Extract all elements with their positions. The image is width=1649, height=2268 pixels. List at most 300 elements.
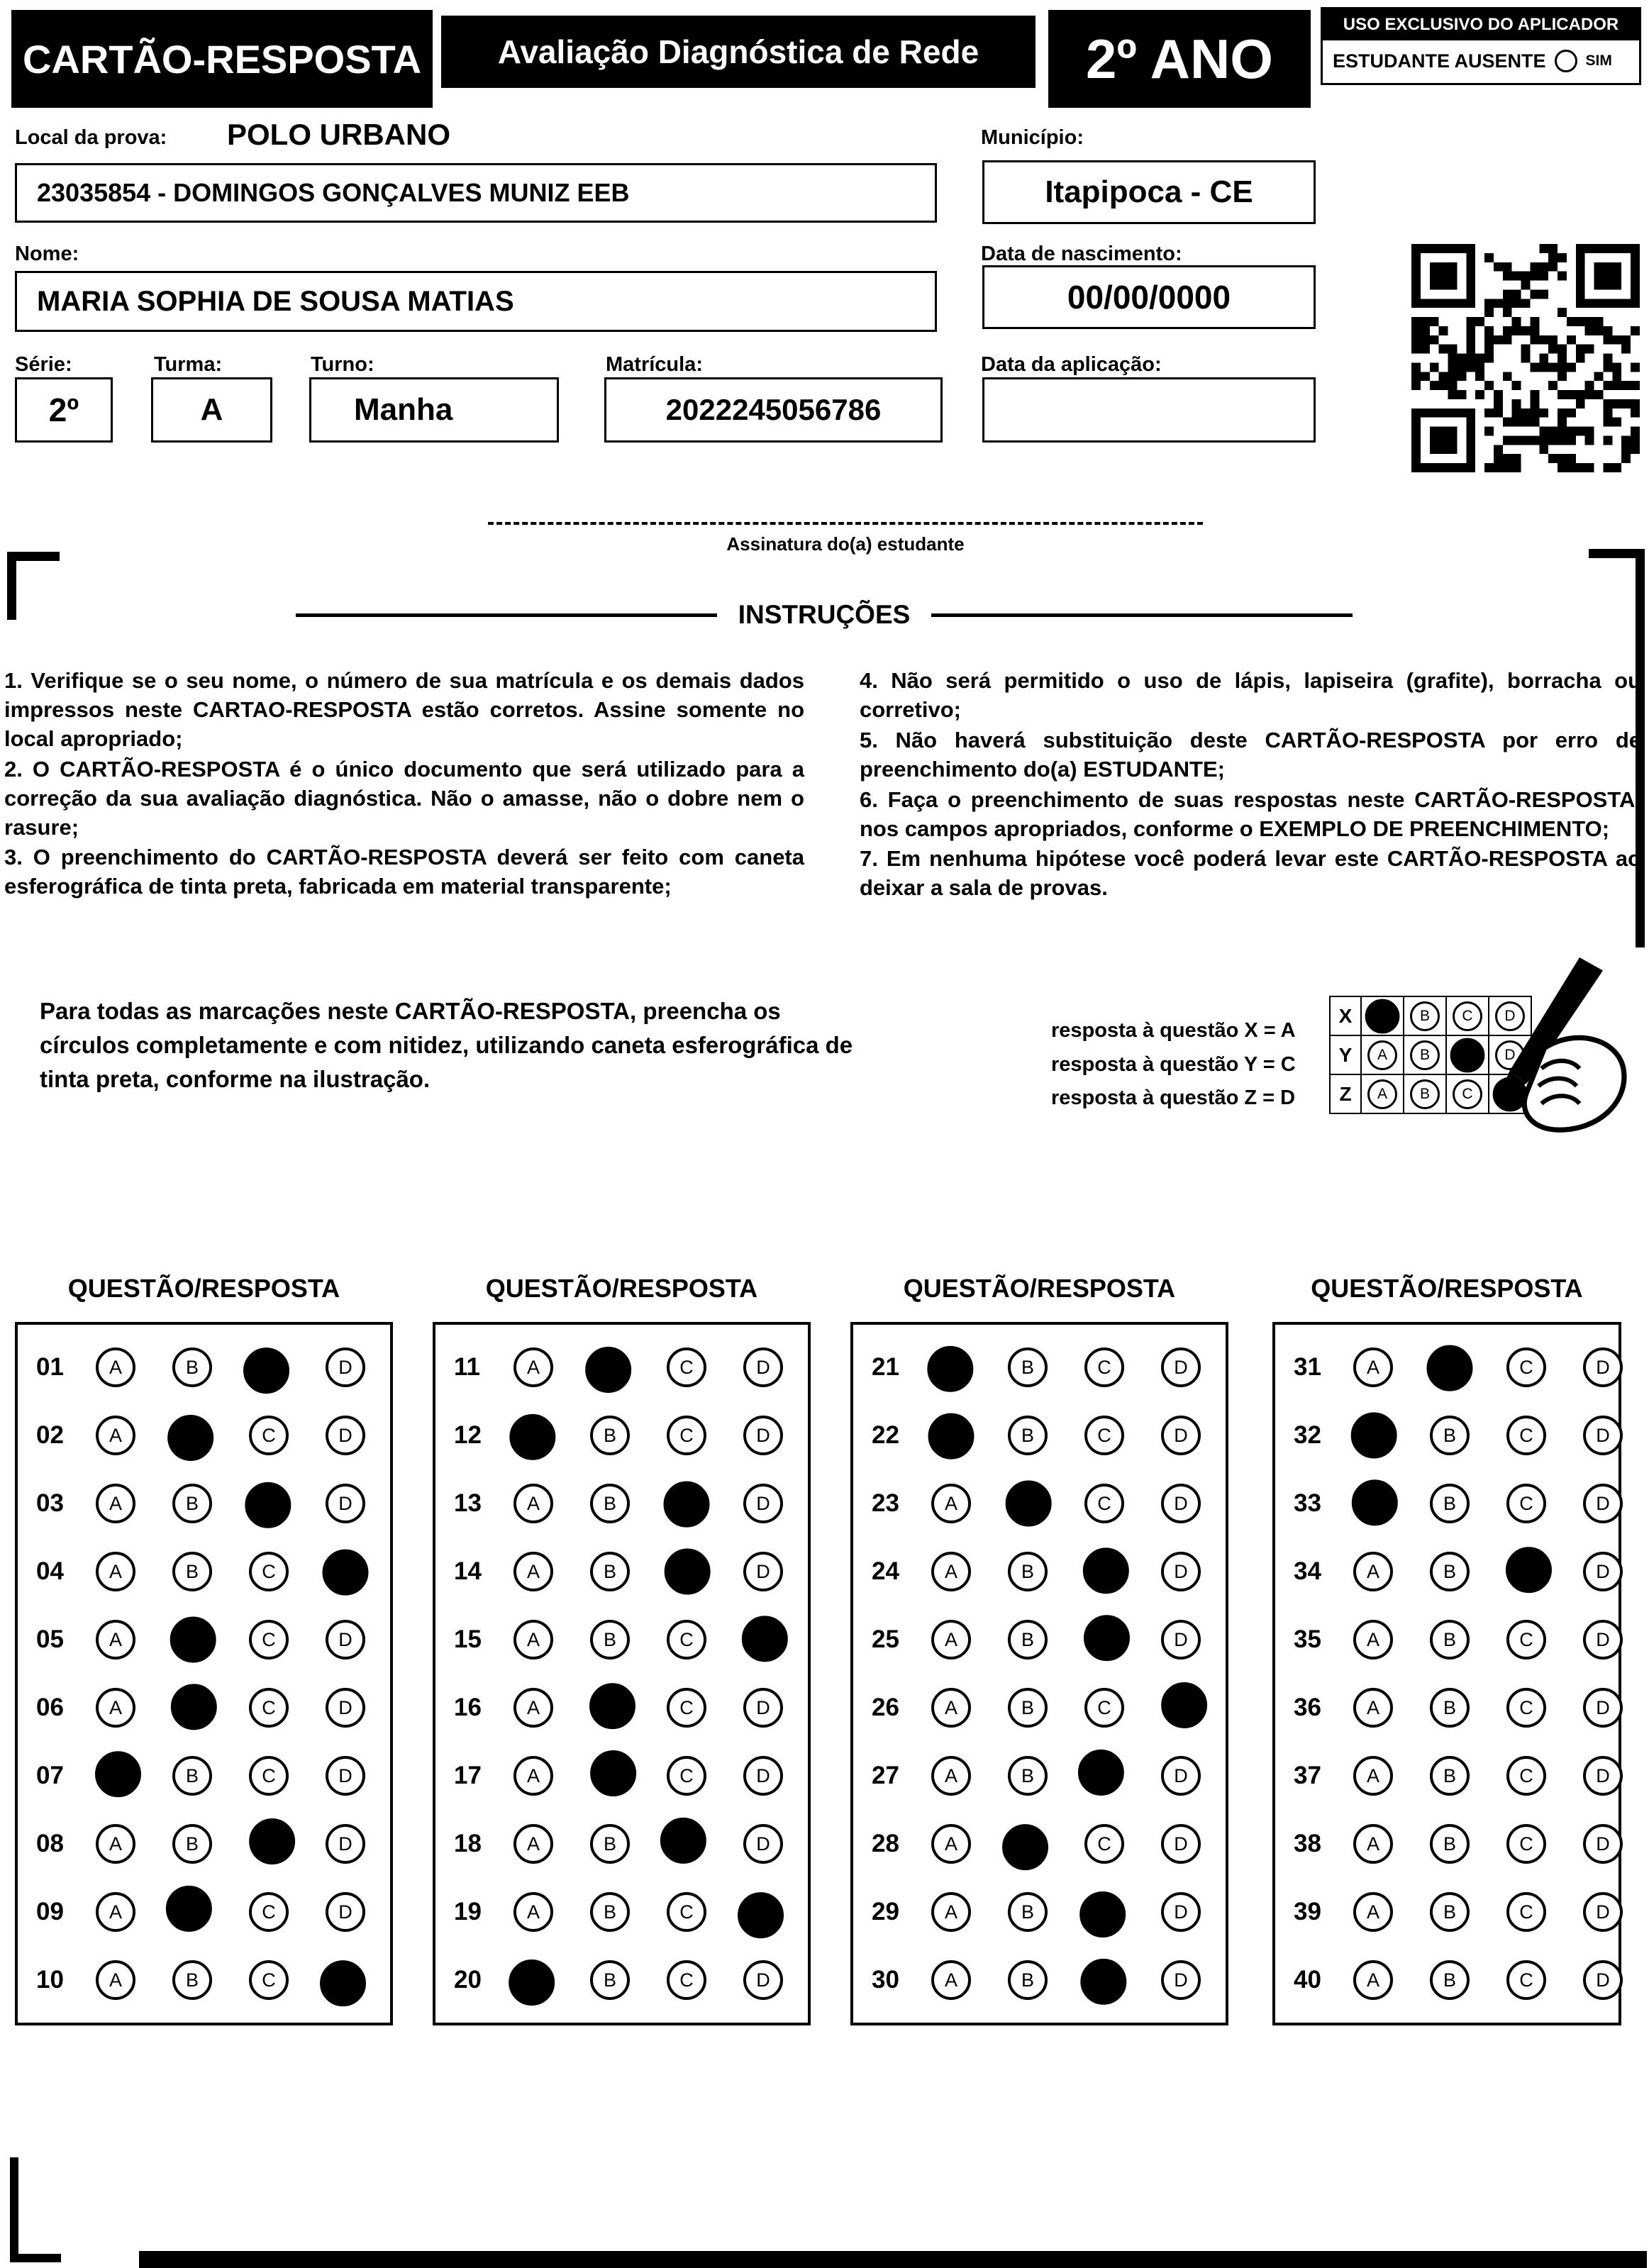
bubble-q02-A[interactable]: A bbox=[96, 1416, 135, 1455]
absent-label: ESTUDANTE AUSENTE bbox=[1333, 50, 1546, 72]
example-row-label: Y bbox=[1329, 1035, 1362, 1075]
bubble-q34-C[interactable] bbox=[1506, 1547, 1552, 1593]
bubble-q38-A[interactable]: A bbox=[1353, 1824, 1393, 1864]
bubble-q08-A[interactable]: A bbox=[96, 1824, 135, 1864]
bubble-q13-B[interactable]: B bbox=[590, 1484, 630, 1523]
bubble-q03-C[interactable] bbox=[245, 1482, 291, 1528]
bubble-q02-D[interactable]: D bbox=[326, 1416, 365, 1455]
bubble-q26-C[interactable]: C bbox=[1084, 1688, 1124, 1728]
nome-field[interactable] bbox=[15, 271, 937, 332]
bubble-q11-D[interactable]: D bbox=[743, 1347, 783, 1387]
bubble-q11-A[interactable]: A bbox=[513, 1347, 553, 1387]
bubble-q26-B[interactable]: B bbox=[1008, 1688, 1048, 1728]
bubble-q21-B[interactable]: B bbox=[1008, 1347, 1048, 1387]
bubble-q14-C[interactable] bbox=[665, 1549, 711, 1595]
question-number: 37 bbox=[1294, 1762, 1321, 1789]
question-number: 26 bbox=[872, 1694, 899, 1721]
bubble-q28-C[interactable]: C bbox=[1084, 1824, 1124, 1864]
absent-row bbox=[1323, 40, 1639, 82]
bubble-q39-C[interactable]: C bbox=[1506, 1892, 1546, 1932]
example-bubble-Z-A: A bbox=[1367, 1079, 1397, 1109]
question-row-24 bbox=[853, 1538, 1226, 1606]
question-row-29 bbox=[853, 1878, 1226, 1946]
bubble-q31-D[interactable]: D bbox=[1583, 1347, 1623, 1387]
bubble-q30-D[interactable]: D bbox=[1161, 1960, 1201, 2000]
bubble-q05-B[interactable] bbox=[170, 1617, 216, 1663]
bubble-q38-C[interactable]: C bbox=[1506, 1824, 1546, 1864]
turno-value: Manha bbox=[354, 392, 453, 427]
bubble-q15-C[interactable]: C bbox=[667, 1620, 706, 1660]
bubble-q01-D[interactable]: D bbox=[326, 1347, 365, 1387]
nascimento-value: 00/00/0000 bbox=[1067, 279, 1231, 316]
bubble-q19-D[interactable] bbox=[738, 1892, 784, 1938]
bubble-q29-C[interactable] bbox=[1079, 1891, 1126, 1938]
bubble-q03-D[interactable]: D bbox=[326, 1484, 365, 1523]
bubble-q29-B[interactable]: B bbox=[1008, 1892, 1048, 1932]
bubble-q19-A[interactable]: A bbox=[513, 1892, 553, 1932]
bubble-q31-C[interactable]: C bbox=[1506, 1347, 1546, 1387]
bubble-q13-A[interactable]: A bbox=[513, 1484, 553, 1523]
question-number: 02 bbox=[36, 1421, 64, 1449]
grade-badge: 2º ANO bbox=[1048, 10, 1311, 108]
absent-option-label: SIM bbox=[1585, 52, 1612, 69]
question-row-37 bbox=[1275, 1742, 1619, 1810]
question-number: 20 bbox=[454, 1966, 482, 1994]
bubble-q17-B[interactable] bbox=[590, 1750, 636, 1796]
example-bubble-Y-A: A bbox=[1367, 1040, 1397, 1070]
bubble-q05-C[interactable]: C bbox=[249, 1620, 289, 1660]
bubble-q33-D[interactable]: D bbox=[1583, 1484, 1623, 1523]
bubble-q15-D[interactable] bbox=[742, 1616, 788, 1662]
bubble-q36-C[interactable]: C bbox=[1506, 1688, 1546, 1728]
question-row-40 bbox=[1275, 1946, 1619, 2014]
bubble-q36-B[interactable]: B bbox=[1430, 1688, 1470, 1728]
nascimento-field[interactable] bbox=[982, 265, 1316, 329]
question-number: 09 bbox=[36, 1898, 64, 1925]
bubble-q25-C[interactable] bbox=[1084, 1615, 1130, 1661]
example-bubble-Z-C: C bbox=[1453, 1079, 1482, 1109]
question-row-34 bbox=[1275, 1538, 1619, 1606]
question-row-19 bbox=[435, 1878, 808, 1946]
bubble-q38-D[interactable]: D bbox=[1583, 1824, 1623, 1864]
question-row-14 bbox=[435, 1538, 808, 1606]
bubble-q22-B[interactable]: B bbox=[1008, 1416, 1048, 1455]
question-column-header-1: QUESTÃO/RESPOSTA bbox=[67, 1274, 340, 1303]
instructions-column-right bbox=[860, 667, 1641, 904]
question-row-13 bbox=[435, 1469, 808, 1538]
bubble-q30-C[interactable] bbox=[1080, 1959, 1126, 2005]
bubble-q19-B[interactable]: B bbox=[590, 1892, 630, 1932]
bubble-q23-C[interactable]: C bbox=[1084, 1484, 1124, 1523]
bubble-q27-A[interactable]: A bbox=[931, 1756, 971, 1796]
example-cell bbox=[1403, 996, 1447, 1036]
question-number: 21 bbox=[872, 1353, 899, 1381]
bubble-q34-A[interactable]: A bbox=[1353, 1552, 1393, 1591]
example-cell bbox=[1360, 996, 1404, 1036]
question-number: 35 bbox=[1294, 1625, 1321, 1653]
answer-grid-4 bbox=[1272, 1322, 1621, 2025]
question-row-21 bbox=[853, 1333, 1226, 1401]
question-number: 36 bbox=[1294, 1694, 1321, 1721]
question-row-15 bbox=[435, 1606, 808, 1674]
question-row-05 bbox=[18, 1606, 390, 1674]
question-row-35 bbox=[1275, 1606, 1619, 1674]
bubble-q20-D[interactable]: D bbox=[743, 1960, 783, 2000]
question-number: 34 bbox=[1294, 1557, 1321, 1585]
question-number: 18 bbox=[454, 1830, 482, 1857]
bubble-q21-C[interactable]: C bbox=[1084, 1347, 1124, 1387]
example-legend-line: resposta à questão Y = C bbox=[1051, 1052, 1296, 1076]
bubble-q35-D[interactable]: D bbox=[1583, 1620, 1623, 1660]
bottom-registration-bar bbox=[139, 2251, 1647, 2268]
bubble-q29-D[interactable]: D bbox=[1161, 1892, 1201, 1932]
nome-value: MARIA SOPHIA DE SOUSA MATIAS bbox=[37, 285, 514, 317]
example-bubble-Y-B: B bbox=[1410, 1040, 1440, 1070]
bubble-q23-A[interactable]: A bbox=[931, 1484, 971, 1523]
instruction-item: 2. O CARTÃO-RESPOSTA é o único documento que será utilizado para a correção da sua avaliação diagnóstica. Não o amasse, não o dobre nem o rasure; bbox=[4, 756, 804, 840]
corner-mark-bottom-left-h bbox=[10, 2254, 61, 2262]
bubble-q09-B[interactable] bbox=[166, 1886, 212, 1932]
bubble-q07-D[interactable]: D bbox=[326, 1756, 365, 1796]
bubble-q32-C[interactable]: C bbox=[1506, 1416, 1546, 1455]
bubble-q25-A[interactable]: A bbox=[931, 1620, 971, 1660]
bubble-q33-C[interactable]: C bbox=[1506, 1484, 1546, 1523]
bubble-q32-B[interactable]: B bbox=[1430, 1416, 1470, 1455]
example-row-label: Z bbox=[1329, 1074, 1362, 1114]
question-row-16 bbox=[435, 1674, 808, 1742]
bubble-q12-A[interactable] bbox=[509, 1414, 555, 1460]
bubble-q24-B[interactable]: B bbox=[1008, 1552, 1048, 1591]
aplicador-title: USO EXCLUSIVO DO APLICADOR bbox=[1323, 9, 1639, 40]
bubble-q24-C[interactable] bbox=[1083, 1547, 1129, 1594]
question-row-31 bbox=[1275, 1333, 1619, 1401]
question-row-06 bbox=[18, 1674, 390, 1742]
bubble-q31-B[interactable] bbox=[1427, 1345, 1473, 1391]
example-cell bbox=[1403, 1074, 1447, 1114]
question-column-header-3: QUESTÃO/RESPOSTA bbox=[903, 1274, 1176, 1303]
bubble-q09-C[interactable]: C bbox=[249, 1892, 289, 1932]
bubble-q18-A[interactable]: A bbox=[513, 1824, 553, 1864]
bubble-q22-C[interactable]: C bbox=[1084, 1416, 1124, 1455]
question-number: 25 bbox=[872, 1625, 899, 1653]
bubble-q17-C[interactable]: C bbox=[667, 1756, 706, 1796]
bubble-q09-A[interactable]: A bbox=[96, 1892, 135, 1932]
question-row-17 bbox=[435, 1742, 808, 1810]
bubble-q08-D[interactable]: D bbox=[326, 1824, 365, 1864]
bubble-q14-B[interactable]: B bbox=[590, 1552, 630, 1591]
question-row-32 bbox=[1275, 1401, 1619, 1469]
bubble-q06-A[interactable]: A bbox=[96, 1688, 135, 1728]
question-number: 39 bbox=[1294, 1898, 1321, 1925]
bubble-q27-B[interactable]: B bbox=[1008, 1756, 1048, 1796]
instruction-item: 4. Não será permitido o uso de lápis, lapiseira (grafite), borracha ou corretivo; bbox=[860, 668, 1641, 722]
question-number: 08 bbox=[36, 1830, 64, 1857]
aplicador-box bbox=[1321, 7, 1641, 85]
bubble-q15-A[interactable]: A bbox=[513, 1620, 553, 1660]
bubble-q30-A[interactable]: A bbox=[931, 1960, 971, 2000]
bubble-q31-A[interactable]: A bbox=[1353, 1347, 1393, 1387]
qr-code-icon bbox=[1411, 244, 1640, 472]
question-row-08 bbox=[18, 1810, 390, 1878]
bubble-q05-A[interactable]: A bbox=[96, 1620, 135, 1660]
bubble-q20-C[interactable]: C bbox=[667, 1960, 706, 2000]
bubble-q25-D[interactable]: D bbox=[1161, 1620, 1201, 1660]
bubble-q22-A[interactable] bbox=[928, 1413, 975, 1460]
bubble-q35-A[interactable]: A bbox=[1353, 1620, 1393, 1660]
question-row-38 bbox=[1275, 1810, 1619, 1878]
bubble-q33-A[interactable] bbox=[1352, 1479, 1398, 1525]
question-row-09 bbox=[18, 1878, 390, 1946]
bubble-q39-A[interactable]: A bbox=[1353, 1892, 1393, 1932]
example-legend bbox=[1051, 1014, 1296, 1116]
bubble-q26-D[interactable] bbox=[1161, 1682, 1207, 1728]
example-text: Para todas as marcações neste CARTÃO-RESPOSTA, preencha os círculos completamente e com nitidez, utilizando caneta esferográfica de tinta preta, conforme na ilustração. bbox=[40, 998, 853, 1092]
bubble-q25-B[interactable]: B bbox=[1008, 1620, 1048, 1660]
absent-bubble[interactable] bbox=[1555, 50, 1577, 72]
example-cell bbox=[1360, 1074, 1404, 1114]
question-number: 04 bbox=[36, 1557, 64, 1585]
question-row-12 bbox=[435, 1401, 808, 1469]
bubble-q40-A[interactable]: A bbox=[1353, 1960, 1393, 2000]
bubble-q27-D[interactable]: D bbox=[1161, 1756, 1201, 1796]
local-label: Local da prova: bbox=[15, 126, 167, 149]
turno-field[interactable] bbox=[309, 377, 559, 443]
question-number: 14 bbox=[454, 1557, 482, 1585]
example-bubble-Y-D: D bbox=[1495, 1040, 1525, 1070]
bubble-q14-A[interactable]: A bbox=[513, 1552, 553, 1591]
bubble-q16-C[interactable]: C bbox=[667, 1688, 706, 1728]
question-row-25 bbox=[853, 1606, 1226, 1674]
question-column-header-2: QUESTÃO/RESPOSTA bbox=[485, 1274, 758, 1303]
bubble-q06-C[interactable]: C bbox=[249, 1688, 289, 1728]
matricula-value: 2022245056786 bbox=[665, 393, 882, 426]
bubble-q10-C[interactable]: C bbox=[249, 1960, 289, 2000]
bubble-q04-A[interactable]: A bbox=[96, 1552, 135, 1591]
question-number: 07 bbox=[36, 1762, 64, 1789]
bubble-q02-C[interactable]: C bbox=[249, 1416, 289, 1455]
bubble-q28-D[interactable]: D bbox=[1161, 1824, 1201, 1864]
bubble-q08-C[interactable] bbox=[249, 1818, 295, 1864]
question-number: 40 bbox=[1294, 1966, 1321, 1994]
bubble-q16-D[interactable]: D bbox=[743, 1688, 783, 1728]
question-row-28 bbox=[853, 1810, 1226, 1878]
bubble-q06-B[interactable] bbox=[171, 1684, 217, 1730]
corner-mark-bottom-left-v bbox=[10, 2157, 18, 2262]
municipio-label: Município: bbox=[981, 126, 1084, 149]
nome-label: Nome: bbox=[15, 243, 79, 265]
bubble-q11-C[interactable]: C bbox=[667, 1347, 706, 1387]
bubble-q34-B[interactable]: B bbox=[1430, 1552, 1470, 1591]
bubble-q39-B[interactable]: B bbox=[1430, 1892, 1470, 1932]
bubble-q37-C[interactable]: C bbox=[1506, 1756, 1546, 1796]
question-number: 11 bbox=[454, 1353, 480, 1381]
bubble-q23-B[interactable] bbox=[1006, 1481, 1052, 1527]
question-number: 15 bbox=[454, 1625, 482, 1653]
serie-field[interactable] bbox=[15, 377, 113, 443]
bubble-q22-D[interactable]: D bbox=[1161, 1416, 1201, 1455]
instruction-item: 6. Faça o preenchimento de suas respostas neste CARTÃO-RESPOSTA, nos campos apropriados, conforme o EXEMPLO DE PREENCHIMENTO; bbox=[860, 786, 1641, 841]
bubble-q40-D[interactable]: D bbox=[1583, 1960, 1623, 2000]
example-bubble-X-A bbox=[1365, 999, 1400, 1033]
bubble-q19-C[interactable]: C bbox=[667, 1892, 706, 1932]
question-row-23 bbox=[853, 1469, 1226, 1538]
bubble-q04-C[interactable]: C bbox=[249, 1552, 289, 1591]
bubble-q35-B[interactable]: B bbox=[1430, 1620, 1470, 1660]
question-number: 03 bbox=[36, 1489, 64, 1517]
bubble-q10-D[interactable] bbox=[320, 1960, 366, 2006]
bubble-q33-B[interactable]: B bbox=[1430, 1484, 1470, 1523]
bubble-q08-B[interactable]: B bbox=[172, 1824, 212, 1864]
bubble-q14-D[interactable]: D bbox=[743, 1552, 783, 1591]
turma-value: A bbox=[200, 392, 223, 427]
question-row-26 bbox=[853, 1674, 1226, 1742]
bubble-q17-A[interactable]: A bbox=[513, 1756, 553, 1796]
bubble-q07-A[interactable] bbox=[95, 1751, 141, 1797]
serie-label: Série: bbox=[15, 353, 72, 376]
bubble-q12-C[interactable]: C bbox=[667, 1416, 706, 1455]
bubble-q37-A[interactable]: A bbox=[1353, 1756, 1393, 1796]
bubble-q10-B[interactable]: B bbox=[172, 1960, 212, 2000]
bubble-q11-B[interactable] bbox=[585, 1347, 631, 1393]
question-number: 28 bbox=[872, 1830, 899, 1857]
bubble-q28-B[interactable] bbox=[1002, 1824, 1048, 1870]
bubble-q36-A[interactable]: A bbox=[1353, 1688, 1393, 1728]
example-cell bbox=[1360, 1035, 1404, 1075]
question-number: 06 bbox=[36, 1694, 64, 1721]
bubble-q15-B[interactable]: B bbox=[590, 1620, 630, 1660]
question-row-22 bbox=[853, 1401, 1226, 1469]
school-value: 23035854 - DOMINGOS GONÇALVES MUNIZ EEB bbox=[37, 178, 630, 207]
question-row-36 bbox=[1275, 1674, 1619, 1742]
pen-hand-icon bbox=[1460, 957, 1649, 1147]
turma-field[interactable] bbox=[151, 377, 272, 443]
bubble-q06-D[interactable]: D bbox=[326, 1688, 365, 1728]
bubble-q21-D[interactable]: D bbox=[1161, 1347, 1201, 1387]
bubble-q38-B[interactable]: B bbox=[1430, 1824, 1470, 1864]
example-bubble-X-B: B bbox=[1410, 1001, 1440, 1031]
bubble-q32-A[interactable] bbox=[1351, 1413, 1397, 1459]
bubble-q18-D[interactable]: D bbox=[743, 1824, 783, 1864]
bubble-q24-A[interactable]: A bbox=[931, 1552, 971, 1591]
bubble-q04-D[interactable] bbox=[323, 1550, 369, 1596]
signature-line[interactable] bbox=[488, 522, 1203, 525]
example-bubble-X-D: D bbox=[1495, 1001, 1525, 1031]
matricula-field[interactable] bbox=[604, 377, 943, 443]
serie-value: 2º bbox=[48, 391, 79, 428]
bubble-q07-C[interactable]: C bbox=[249, 1756, 289, 1796]
bubble-q30-B[interactable]: B bbox=[1008, 1960, 1048, 2000]
bubble-q27-C[interactable] bbox=[1078, 1750, 1124, 1796]
bubble-q16-A[interactable]: A bbox=[513, 1688, 553, 1728]
question-number: 12 bbox=[454, 1421, 482, 1449]
bubble-q40-C[interactable]: C bbox=[1506, 1960, 1546, 2000]
bubble-q18-B[interactable]: B bbox=[590, 1824, 630, 1864]
bubble-q12-B[interactable]: B bbox=[590, 1416, 630, 1455]
instruction-item: 1. Verifique se o seu nome, o número de sua matrícula e os demais dados impressos neste CARTAO-RESPOSTA estão corretos. Assine somente no local apropriado; bbox=[4, 668, 804, 751]
bubble-q05-D[interactable]: D bbox=[326, 1620, 365, 1660]
school-field[interactable] bbox=[15, 163, 937, 223]
bubble-q24-D[interactable]: D bbox=[1161, 1552, 1201, 1591]
bubble-q09-D[interactable]: D bbox=[326, 1892, 365, 1932]
question-number: 38 bbox=[1294, 1830, 1321, 1857]
bubble-q16-B[interactable] bbox=[589, 1683, 635, 1729]
question-number: 13 bbox=[454, 1489, 482, 1517]
municipio-field[interactable] bbox=[982, 160, 1316, 224]
question-row-39 bbox=[1275, 1878, 1619, 1946]
bubble-q34-D[interactable]: D bbox=[1583, 1552, 1623, 1591]
bubble-q39-D[interactable]: D bbox=[1583, 1892, 1623, 1932]
bubble-q40-B[interactable]: B bbox=[1430, 1960, 1470, 2000]
question-row-04 bbox=[18, 1538, 390, 1606]
bubble-q36-D[interactable]: D bbox=[1583, 1688, 1623, 1728]
instruction-item: 3. O preenchimento do CARTÃO-RESPOSTA deverá ser feito com caneta esferográfica de tinta preta, fabricada em material transparente; bbox=[4, 845, 804, 899]
bubble-q21-A[interactable] bbox=[927, 1346, 973, 1392]
bubble-q07-B[interactable]: B bbox=[172, 1756, 212, 1796]
question-number: 29 bbox=[872, 1898, 899, 1925]
aplicacao-field[interactable] bbox=[982, 377, 1316, 443]
question-number: 10 bbox=[36, 1966, 64, 1994]
bubble-q03-B[interactable]: B bbox=[172, 1484, 212, 1523]
bubble-q10-A[interactable]: A bbox=[96, 1960, 135, 2000]
aplicacao-label: Data da aplicação: bbox=[981, 353, 1162, 376]
bubble-q18-C[interactable] bbox=[660, 1818, 706, 1864]
question-number: 24 bbox=[872, 1557, 899, 1585]
bubble-q12-D[interactable]: D bbox=[743, 1416, 783, 1455]
instructions-rule-right bbox=[931, 613, 1353, 617]
bubble-q20-A[interactable] bbox=[509, 1960, 555, 2006]
question-row-20 bbox=[435, 1946, 808, 2014]
bubble-q32-D[interactable]: D bbox=[1583, 1416, 1623, 1455]
bubble-q35-C[interactable]: C bbox=[1506, 1620, 1546, 1660]
bubble-q29-A[interactable]: A bbox=[931, 1892, 971, 1932]
instruction-item: 7. Em nenhuma hipótese você poderá levar este CARTÃO-RESPOSTA ao deixar a sala de provas. bbox=[860, 846, 1641, 901]
question-row-11 bbox=[435, 1333, 808, 1401]
corner-mark-top-left-v bbox=[7, 552, 16, 620]
bubble-q37-D[interactable]: D bbox=[1583, 1756, 1623, 1796]
question-number: 19 bbox=[454, 1898, 482, 1925]
bubble-q01-B[interactable]: B bbox=[172, 1347, 212, 1387]
bubble-q28-A[interactable]: A bbox=[931, 1824, 971, 1864]
exam-title: Avaliação Diagnóstica de Rede bbox=[441, 16, 1036, 88]
bubble-q01-A[interactable]: A bbox=[96, 1347, 135, 1387]
bubble-q04-B[interactable]: B bbox=[172, 1552, 212, 1591]
municipio-value: Itapipoca - CE bbox=[1045, 174, 1253, 209]
bubble-q02-B[interactable] bbox=[167, 1415, 213, 1461]
question-row-02 bbox=[18, 1401, 390, 1469]
instruction-item: 5. Não haverá substituição deste CARTÃO-RESPOSTA por erro de preenchimento do(a) ESTUDANTE; bbox=[860, 727, 1641, 782]
bubble-q37-B[interactable]: B bbox=[1430, 1756, 1470, 1796]
instructions-rule-left bbox=[296, 613, 717, 617]
question-number: 05 bbox=[36, 1625, 64, 1653]
question-number: 23 bbox=[872, 1489, 899, 1517]
bubble-q17-D[interactable]: D bbox=[743, 1756, 783, 1796]
bubble-q20-B[interactable]: B bbox=[590, 1960, 630, 2000]
bubble-q13-D[interactable]: D bbox=[743, 1484, 783, 1523]
bubble-q23-D[interactable]: D bbox=[1161, 1484, 1201, 1523]
bubble-q13-C[interactable] bbox=[664, 1482, 710, 1528]
bubble-q26-A[interactable]: A bbox=[931, 1688, 971, 1728]
bubble-q01-C[interactable] bbox=[243, 1347, 289, 1394]
question-number: 16 bbox=[454, 1694, 482, 1721]
answer-grid-2 bbox=[433, 1322, 811, 2025]
bubble-q03-A[interactable]: A bbox=[96, 1484, 135, 1523]
question-number: 31 bbox=[1294, 1353, 1321, 1381]
answer-grid-1 bbox=[15, 1322, 393, 2025]
question-number: 32 bbox=[1294, 1421, 1321, 1449]
question-row-27 bbox=[853, 1742, 1226, 1810]
example-bubble-Z-B: B bbox=[1410, 1079, 1440, 1109]
signature-label: Assinatura do(a) estudante bbox=[726, 533, 965, 555]
